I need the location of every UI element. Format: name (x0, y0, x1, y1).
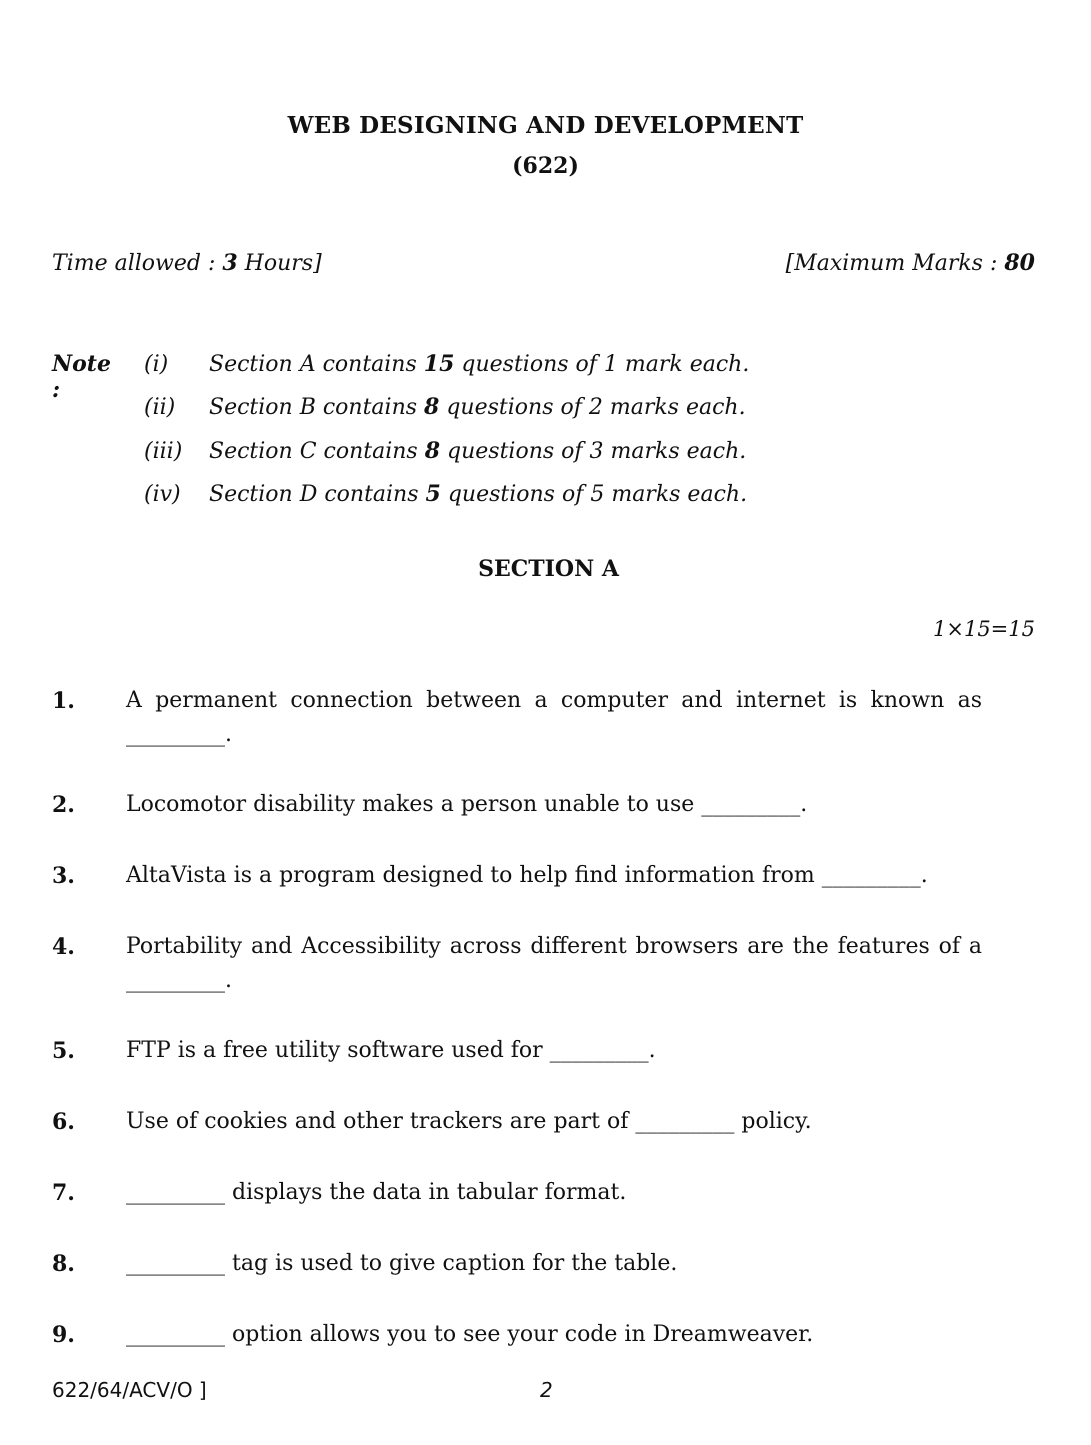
question-item (52, 1318, 982, 1352)
paper-code-footer: 622/64/ACV/O ] (52, 1378, 207, 1402)
note-item: (iii) Section C contains 8 questions of 3 marks each. (144, 438, 747, 464)
subject-code: (622) (512, 153, 579, 179)
note-label: Note : (52, 351, 111, 403)
question-text: _________ option allows you to see your code in Dreamweaver. (126, 1322, 814, 1347)
question-text: _________ displays the data in tabular format. (126, 1180, 627, 1205)
question-number: 7. (52, 1180, 75, 1206)
note-item: (iv) Section D contains 5 questions of 5 marks each. (144, 481, 748, 507)
question-item (52, 930, 982, 998)
question-number: 9. (52, 1322, 75, 1348)
question-number: 4. (52, 934, 75, 960)
page-number: 2 (540, 1378, 553, 1402)
question-number: 1. (52, 688, 75, 714)
question-text: Portability and Accessibility across different browsers are the features of a _________. (126, 934, 982, 993)
question-text: AltaVista is a program designed to help find information from _________. (126, 863, 928, 888)
note-item: (i) Section A contains 15 questions of 1 mark each. (144, 351, 750, 377)
question-text: _________ tag is used to give caption for the table. (126, 1251, 678, 1276)
question-item (52, 1247, 982, 1281)
page-title: WEB DESIGNING AND DEVELOPMENT (287, 112, 804, 139)
question-item (52, 1105, 982, 1139)
maximum-marks: [Maximum Marks : 80 (785, 250, 1035, 276)
question-item (52, 1034, 982, 1068)
question-number: 5. (52, 1038, 75, 1064)
time-value: 3 (222, 250, 238, 276)
question-text: Locomotor disability makes a person unable to use _________. (126, 792, 808, 817)
question-item (52, 859, 982, 893)
section-marks: 1×15=15 (933, 617, 1035, 641)
question-item (52, 684, 982, 752)
note-item: (ii) Section B contains 8 questions of 2 marks each. (144, 394, 746, 420)
question-text: Use of cookies and other trackers are part of _________ policy. (126, 1109, 812, 1134)
question-text: FTP is a free utility software used for _________. (126, 1038, 656, 1063)
question-number: 8. (52, 1251, 75, 1277)
question-number: 6. (52, 1109, 75, 1135)
question-item (52, 1176, 982, 1210)
marks-value: 80 (1004, 250, 1035, 276)
section-heading: SECTION A (478, 556, 619, 582)
question-number: 2. (52, 792, 75, 818)
question-text: A permanent connection between a computer and internet is known as _________. (126, 688, 982, 747)
question-number: 3. (52, 863, 75, 889)
question-item (52, 788, 982, 822)
exam-meta-row (52, 250, 1035, 276)
time-allowed: Time allowed : 3 Hours] (52, 250, 322, 276)
